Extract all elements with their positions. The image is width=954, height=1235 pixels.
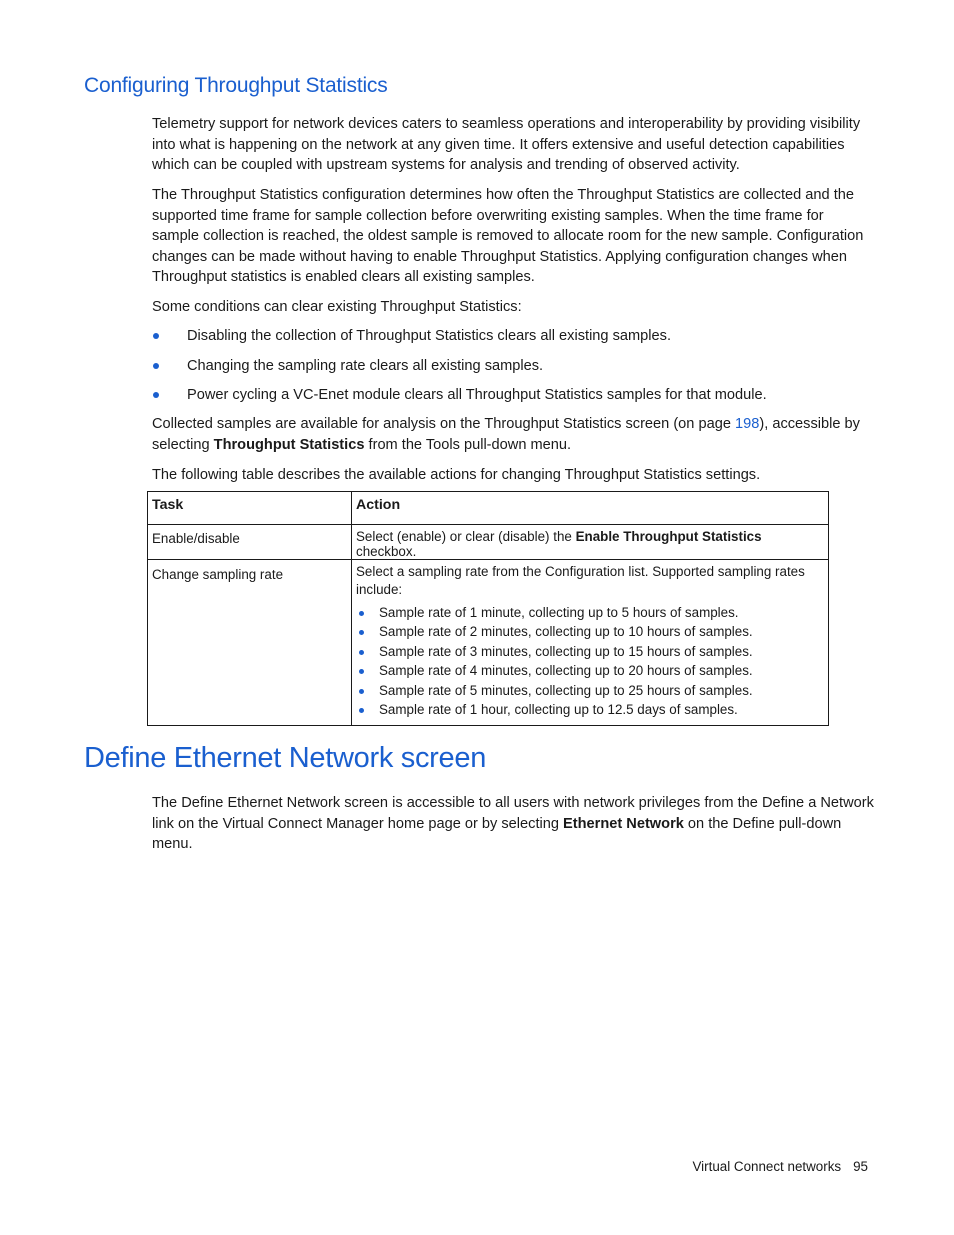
list-item-text: Changing the sampling rate clears all existing samples. xyxy=(187,357,544,374)
page-link[interactable]: 198 xyxy=(735,416,760,432)
action-text-end: checkbox. xyxy=(356,544,417,559)
samples-text-start: Collected samples are available for analysis on the Throughput Statistics screen (on page xyxy=(152,416,735,432)
menu-item-reference: Throughput Statistics xyxy=(213,436,365,453)
action-cell xyxy=(352,560,829,726)
footer-chapter: Virtual Connect networks xyxy=(692,1159,842,1174)
menu-item-reference: Ethernet Network xyxy=(563,815,684,832)
samples-paragraph xyxy=(152,414,874,455)
conditions-intro: Some conditions can clear existing Throughput Statistics: xyxy=(152,299,522,315)
list-item-text: Disabling the collection of Throughput Statistics clears all existing samples. xyxy=(187,328,671,344)
define-network-paragraph xyxy=(152,793,874,855)
task-cell: Enable/disable xyxy=(148,525,352,560)
bullet-icon xyxy=(359,708,364,713)
action-cell xyxy=(352,525,829,560)
column-header-task: Task xyxy=(148,492,352,525)
list-item xyxy=(152,385,872,405)
bullet-icon xyxy=(359,669,364,674)
list-item xyxy=(152,356,872,376)
task-cell: Change sampling rate xyxy=(148,560,352,726)
table-header-row xyxy=(148,492,829,525)
action-intro: Select a sampling rate from the Configuration list. Supported sampling rates include: xyxy=(356,564,805,597)
sampling-rates-list xyxy=(356,603,824,719)
rate-text: Sample rate of 3 minutes, collecting up to 15 hours of samples. xyxy=(379,643,753,659)
rate-text: Sample rate of 4 minutes, collecting up to 20 hours of samples. xyxy=(379,663,753,679)
table-row xyxy=(148,560,829,726)
page-number: 95 xyxy=(853,1159,868,1174)
list-item xyxy=(356,700,824,719)
bullet-icon xyxy=(359,630,364,635)
bullet-icon xyxy=(359,650,364,655)
rate-text: Sample rate of 1 minute, collecting up to 5 hours of samples. xyxy=(379,605,739,620)
list-item xyxy=(152,326,872,346)
configuration-paragraph: The Throughput Statistics configuration determines how often the Throughput Statistics are collected and the supported time frame for sample collection before overwriting existing samples. When the time frame for sample collection is reached, the oldest sample is removed to allocate room for the new sample. Configuration changes can be made without having to enable Throughput Statistics. Applying configuration changes when Throughput statistics is enabled clears all existing samples. xyxy=(152,187,864,286)
table-row xyxy=(148,525,829,560)
column-header-action: Action xyxy=(352,492,829,525)
rate-text: Sample rate of 2 minutes, collecting up to 10 hours of samples. xyxy=(379,624,753,640)
conditions-list xyxy=(152,326,872,405)
bullet-icon xyxy=(359,611,364,616)
rate-text: Sample rate of 5 minutes, collecting up to 25 hours of samples. xyxy=(379,682,753,698)
samples-text-middle: ), accessible by selecting xyxy=(152,416,860,453)
define-network-text-end: on the Define pull-down menu. xyxy=(152,815,842,853)
intro-paragraph: Telemetry support for network devices caters to seamless operations and interoperability by providing visibility into what is happening on the network at any given time. It offers extensive and useful detection capabilities which can be coupled with upstream systems for analysis and trending of observed activity. xyxy=(152,116,861,174)
page-heading: Define Ethernet Network screen xyxy=(84,742,487,774)
table-intro: The following table describes the available actions for changing Throughput Statistics settings. xyxy=(152,467,761,483)
page-footer xyxy=(692,1159,868,1174)
action-text: Select (enable) or clear (disable) the xyxy=(356,529,576,544)
bullet-icon xyxy=(153,333,159,339)
list-item xyxy=(356,642,824,661)
list-item-text: Power cycling a VC-Enet module clears all Throughput Statistics samples for that module. xyxy=(187,387,767,403)
bullet-icon xyxy=(153,363,159,369)
list-item xyxy=(356,603,824,622)
bullet-icon xyxy=(153,392,159,398)
list-item xyxy=(356,681,824,700)
section-heading: Configuring Throughput Statistics xyxy=(84,74,388,97)
define-network-text: The Define Ethernet Network screen is accessible to all users with network privileges from the Define a Network link on the Virtual Connect Manager home page or by selecting xyxy=(152,795,874,832)
list-item xyxy=(356,661,824,680)
samples-text-end: from the Tools pull-down menu. xyxy=(364,436,572,453)
actions-table xyxy=(147,491,829,726)
bullet-icon xyxy=(359,689,364,694)
list-item xyxy=(356,622,824,641)
rate-text: Sample rate of 1 hour, collecting up to 12.5 days of samples. xyxy=(379,702,738,718)
checkbox-name: Enable Throughput Statistics xyxy=(575,529,762,544)
